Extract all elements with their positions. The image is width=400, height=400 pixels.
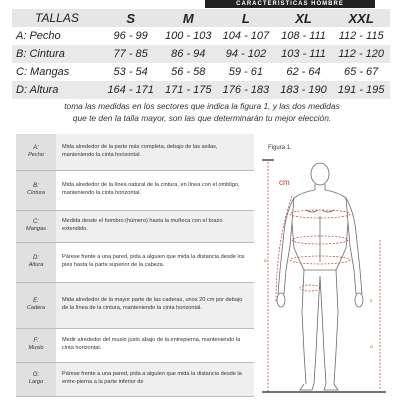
header-banner: CARACTERÍSTICAS HOMBRE <box>205 0 375 8</box>
instruction-name: Mangas <box>26 226 46 232</box>
instruction-row <box>16 362 254 396</box>
instruction-row <box>16 282 254 328</box>
table-cell: 59 - 61 <box>217 63 275 81</box>
table-row <box>12 63 390 81</box>
column-header-l: L <box>217 9 275 27</box>
table-cell: 86 - 94 <box>159 45 217 63</box>
figure-marker-g: G <box>370 344 374 349</box>
figure-caption: Figura 1. <box>268 145 292 151</box>
instruction-name: Largo <box>28 379 44 385</box>
figure-right-hand <box>355 293 363 307</box>
size-table <box>12 9 390 99</box>
instruction-name: Pecho <box>28 151 44 158</box>
table-cell: 176 - 183 <box>217 81 275 99</box>
table-cell: 56 - 58 <box>159 63 217 81</box>
table-cell: 112 - 115 <box>332 27 390 45</box>
size-table-header-row <box>12 9 390 27</box>
instruction-code <box>16 362 56 396</box>
row-label: D: Altura <box>12 81 102 99</box>
table-cell: 108 - 111 <box>275 27 333 45</box>
instruction-text: Párese frente a una pared, pida a alguien que mida la distancia desde los pies hasta la parte superior de la cabeza. <box>56 242 254 282</box>
column-header-tallas: TALLAS <box>12 9 102 27</box>
table-cell: 77 - 85 <box>102 45 160 63</box>
instruction-row <box>16 242 254 282</box>
column-header-m: M <box>159 9 217 27</box>
instruction-code <box>16 242 56 282</box>
instruction-text: Párese frente a una pared, pida a alguien que mida la distancia desde la entre-pierna a la parte inferior de <box>56 362 254 396</box>
row-label: A: Pecho <box>12 27 102 45</box>
column-header-xl: XL <box>275 9 333 27</box>
instruction-row <box>16 328 254 362</box>
instruction-code <box>16 328 56 362</box>
table-row <box>12 27 390 45</box>
instruction-name: Altura <box>28 262 44 268</box>
instruction-letter: B: <box>33 183 39 189</box>
row-label: B: Cintura <box>12 45 102 63</box>
table-cell: 53 - 54 <box>102 63 160 81</box>
instruction-letter: D: <box>33 255 39 261</box>
table-cell: 62 - 64 <box>275 63 333 81</box>
instruction-code <box>16 170 56 210</box>
instruction-letter: E: <box>33 298 39 304</box>
unit-label: cm <box>279 178 290 187</box>
table-cell: 104 - 107 <box>217 27 275 45</box>
table-cell: 96 - 99 <box>102 27 160 45</box>
table-cell: 164 - 171 <box>102 81 160 99</box>
instruction-letter: A: <box>33 144 39 151</box>
table-cell: 94 - 102 <box>217 45 275 63</box>
instruction-letter: C: <box>33 219 39 225</box>
table-row <box>12 81 390 99</box>
instruction-text: Medir alrededor del muslo justo abajo de la entrepierna, manteniendo la cinta horizontal. <box>56 328 254 362</box>
instruction-code <box>16 210 56 242</box>
instruction-code <box>16 282 56 328</box>
intro-text <box>22 100 382 124</box>
instruction-letter: F: <box>33 338 39 344</box>
body-figure-illustration <box>262 152 392 400</box>
instruction-name: Cadera <box>26 305 46 311</box>
figure-marker-d: D <box>264 258 267 263</box>
table-cell: 191 - 195 <box>332 81 390 99</box>
instruction-row <box>16 210 254 242</box>
figure-feet <box>300 384 338 390</box>
instruction-text: Medida desde el hombro (húmero) hasta la muñeca con el brazo extendido. <box>56 210 254 242</box>
instruction-letter: G: <box>32 372 40 378</box>
instruction-name: Muslo <box>28 345 44 351</box>
figure-marker-e: E <box>370 298 373 303</box>
intro-line-1: toma las medidas en los sectores que indica la figura 1, y las dos medidas <box>64 101 340 111</box>
instruction-text: Mida alrededor de la línea natural de la cintura, en línea con el ombligo, manteniendo la cinta horizontal. <box>56 170 254 210</box>
intro-line-2: que te den la talla mayor, son las que determinarán tu mejor elección. <box>72 113 332 123</box>
table-cell: 65 - 67 <box>332 63 390 81</box>
instruction-text: Mida alrededor de la parte más completa, debajo de las axilas, manteniendo la cinta horizontal. <box>56 134 254 170</box>
instruction-name: Cintura <box>26 190 46 196</box>
figure-head <box>311 163 329 185</box>
row-label: C: Mangas <box>12 63 102 81</box>
table-row <box>12 45 390 63</box>
instruction-code <box>16 134 56 170</box>
instruction-text: Mida alrededor de la mayor parte de las caderas, unos 20 cm por debajo de la línea de la cintura, manteniendo la cinta horizontal. <box>56 282 254 328</box>
column-header-xxl: XXL <box>332 9 390 27</box>
column-header-s: S <box>102 9 160 27</box>
figure-left-hand <box>277 293 285 307</box>
table-cell: 103 - 111 <box>275 45 333 63</box>
table-cell: 171 - 175 <box>159 81 217 99</box>
table-cell: 112 - 120 <box>332 45 390 63</box>
table-cell: 183 - 190 <box>275 81 333 99</box>
table-cell: 100 - 103 <box>159 27 217 45</box>
instruction-row <box>16 134 254 170</box>
measurement-instructions <box>16 134 254 397</box>
instruction-row <box>16 170 254 210</box>
